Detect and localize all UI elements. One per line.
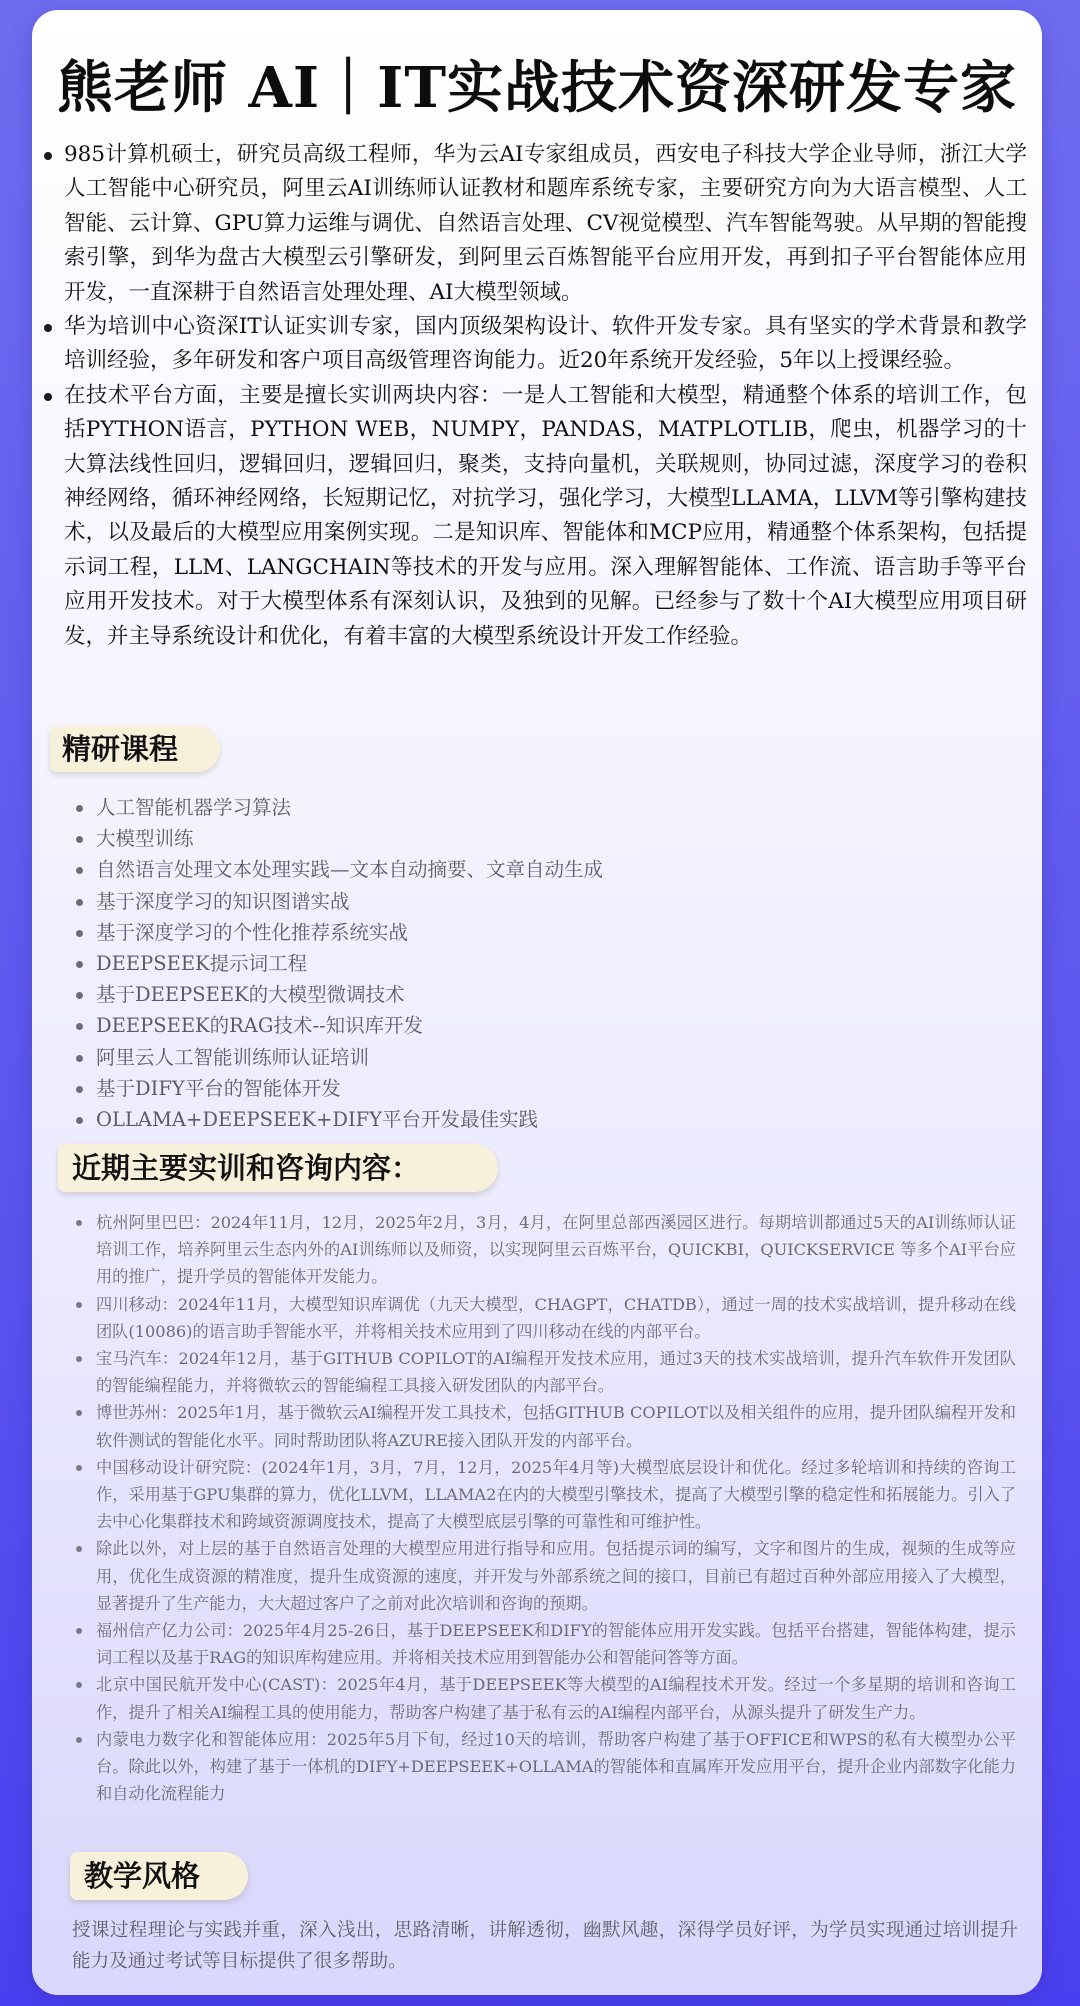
course-item: 人工智能机器学习算法 (76, 792, 976, 823)
course-item: 阿里云人工智能训练师认证培训 (76, 1042, 976, 1073)
courses-heading: 精研课程 (50, 726, 220, 772)
style-heading: 教学风格 (70, 1852, 248, 1900)
page-title: 熊老师 AI｜IT实战技术资深研发专家 (56, 55, 1017, 121)
intro-item: 在技术平台方面，主要是擅长实训两块内容：一是人工智能和大模型，精通整个体系的培训工作，包括PYTHON语言，PYTHON WEB，NUMPY，PANDAS，MATPLOTLIB，爬虫，机器学习的十大算法线性回归，逻辑回归，逻辑回归，聚类，支持向量机，关联规则，协同过滤，深度学习的卷积神经网络，循环神经网络，长短期记忆，对抗学习，强化学习，大模型LLAMA，LLVM等引擎构建技术，以及最后的大模型应用案例实现。二是知识库、智能体和MCP应用，精通整个体系架构，包括提示词工程，LLM、LANGCHAIN等技术的开发与应用。深入理解智能体、工作流、语言助手等平台应用开发技术。对于大模型体系有深刻认识，及独到的见解。已经参与了数十个AI大模型应用项目研发，并主导系统设计和优化，有着丰富的大模型系统设计开发工作经验。 (42, 379, 1027, 654)
recent-item: 杭州阿里巴巴：2024年11月，12月，2025年2月，3月，4月，在阿里总部西溪园区进行。每期培训都通过5天的AI训练师认证培训工作，培养阿里云生态内外的AI训练师以及师资，以实现阿里云百炼平台，QUICKBI，QUICKSERVICE 等多个AI平台应用的推广，提升学员的智能体开发能力。 (76, 1209, 1016, 1291)
recent-item: 宝马汽车：2024年12月，基于GITHUB COPILOT的AI编程开发技术应用，通过3天的技术实战培训，提升汽车软件开发团队的智能编程能力，并将微软云的智能编程工具接入研发团队的内部平台。 (76, 1345, 1016, 1399)
recent-item: 四川移动：2024年11月，大模型知识库调优（九天大模型，CHAGPT，CHATDB），通过一周的技术实战培训，提升移动在线团队(10086)的语言助手智能水平，并将相关技术应用到了四川移动在线的内部平台。 (76, 1291, 1016, 1345)
course-item: 基于DIFY平台的智能体开发 (76, 1073, 976, 1104)
course-item: DEEPSEEK的RAG技术--知识库开发 (76, 1010, 976, 1041)
intro-item: 985计算机硕士，研究员高级工程师，华为云AI专家组成员，西安电子科技大学企业导师，浙江大学人工智能中心研究员，阿里云AI训练师认证教材和题库系统专家，主要研究方向为大语言模型、人工智能、云计算、GPU算力运维与调优、自然语言处理、CV视觉模型、汽车智能驾驶。从早期的智能搜索引擎，到华为盘古大模型云引擎研发，到阿里云百炼智能平台应用开发，再到扣子平台智能体应用开发，一直深耕于自然语言处理处理、AI大模型领域。 (42, 138, 1027, 310)
course-item: 基于深度学习的知识图谱实战 (76, 886, 976, 917)
course-item: DEEPSEEK提示词工程 (76, 948, 976, 979)
recent-heading: 近期主要实训和咨询内容： (58, 1144, 498, 1192)
recent-item: 福州信产亿力公司：2025年4月25-26日，基于DEEPSEEK和DIFY的智能体应用开发实践。包括平台搭建，智能体构建，提示词工程以及基于RAG的知识库构建应用。并将相关技术应用到智能办公和智能问答等方面。 (76, 1617, 1016, 1671)
course-item: 基于深度学习的个性化推荐系统实战 (76, 917, 976, 948)
courses-list (76, 792, 976, 1135)
course-item: 大模型训练 (76, 823, 976, 854)
style-text: 授课过程理论与实践并重，深入浅出，思路清晰，讲解透彻，幽默风趣，深得学员好评，为学员实现通过培训提升能力及通过考试等目标提供了很多帮助。 (72, 1920, 1018, 1972)
recent-item: 中国移动设计研究院：(2024年1月，3月，7月，12月，2025年4月等)大模型底层设计和优化。经过多轮培训和持续的咨询工作，采用基于GPU集群的算力，优化LLVM，LLAMA2在内的大模型引擎技术，提高了大模型引擎的稳定性和拓展能力。引入了去中心化集群技术和跨域资源调度技术，提高了大模型底层引擎的可靠性和可维护性。 (76, 1454, 1016, 1536)
course-item: OLLAMA+DEEPSEEK+DIFY平台开发最佳实践 (76, 1104, 976, 1135)
intro-list (42, 138, 1027, 654)
recent-list (76, 1209, 1016, 1807)
intro-item: 华为培训中心资深IT认证实训专家，国内顶级架构设计、软件开发专家。具有坚实的学术背景和教学培训经验，多年研发和客户项目高级管理咨询能力。近20年系统开发经验，5年以上授课经验。 (42, 310, 1027, 379)
recent-item: 博世苏州：2025年1月，基于微软云AI编程开发工具技术，包括GITHUB COPILOT以及相关组件的应用，提升团队编程开发和软件测试的智能化水平。同时帮助团队将AZURE接入团队开发的内部平台。 (76, 1399, 1016, 1453)
recent-item: 除此以外，对上层的基于自然语言处理的大模型应用进行指导和应用。包括提示词的编写，文字和图片的生成，视频的生成等应用，优化生成资源的精准度，提升生成资源的速度，并开发与外部系统之间的接口，目前已有超过百种外部应用接入了大模型，显著提升了生产能力，大大超过客户了之前对此次培训和咨询的预期。 (76, 1535, 1016, 1617)
recent-item: 北京中国民航开发中心(CAST)：2025年4月，基于DEEPSEEK等大模型的AI编程技术开发。经过一个多星期的培训和咨询工作，提升了相关AI编程工具的使用能力，帮助客户构建了基于私有云的AI编程内部平台，从源头提升了研发生产力。 (76, 1671, 1016, 1725)
course-item: 基于DEEPSEEK的大模型微调技术 (76, 979, 976, 1010)
profile-card (32, 10, 1042, 1995)
course-item: 自然语言处理文本处理实践—文本自动摘要、文章自动生成 (76, 854, 976, 885)
recent-item: 内蒙电力数字化和智能体应用：2025年5月下旬，经过10天的培训，帮助客户构建了基于OFFICE和WPS的私有大模型办公平台。除此以外，构建了基于一体机的DIFY+DEEPSEEK+OLLAMA的智能体和直属库开发应用平台，提升企业内部数字化能力和自动化流程能力 (76, 1726, 1016, 1808)
